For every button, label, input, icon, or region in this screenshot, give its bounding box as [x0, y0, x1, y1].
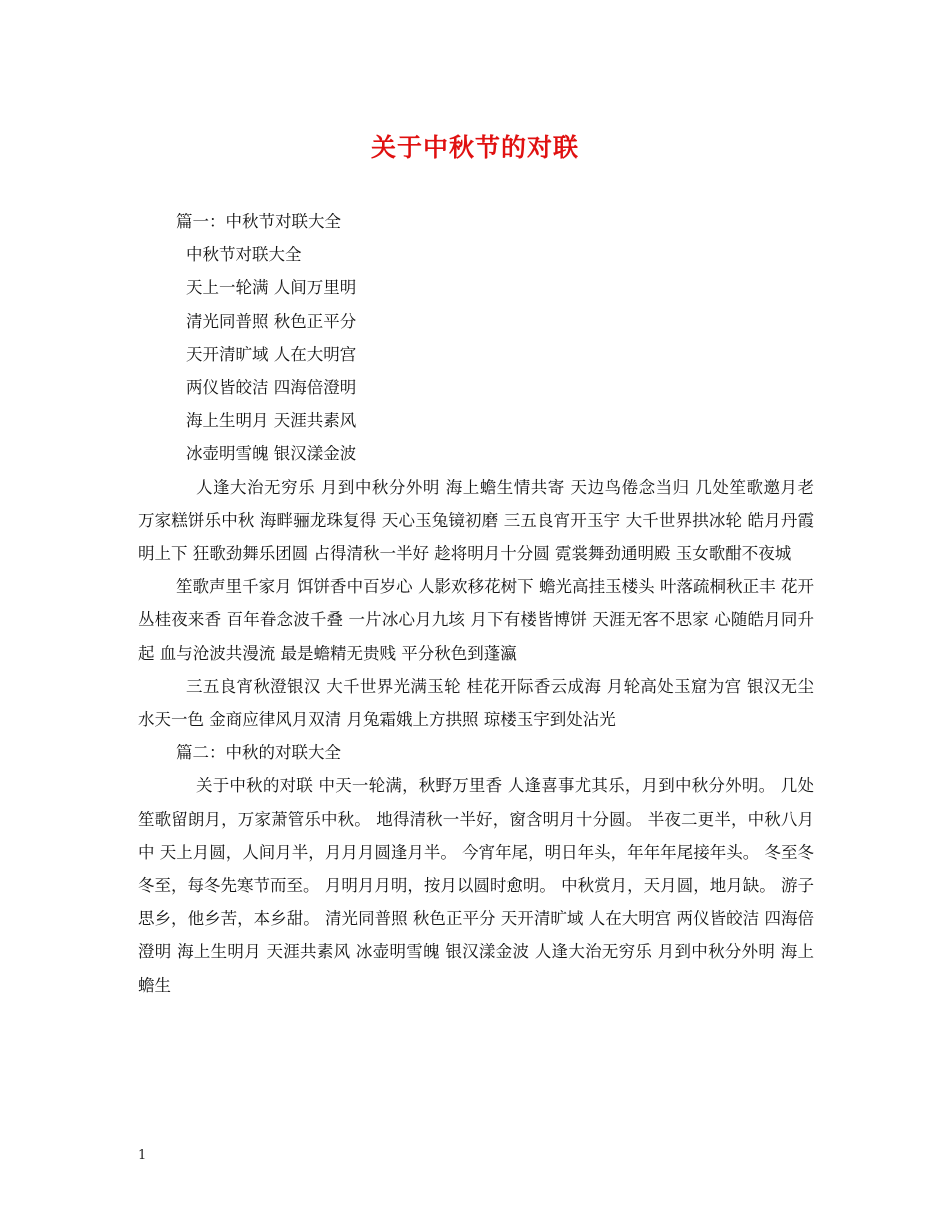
document-title: 关于中秋节的对联 [370, 133, 579, 162]
section-heading-1: 篇一：中秋节对联大全 [176, 212, 341, 231]
section-heading-2: 篇二：中秋的对联大全 [176, 743, 341, 763]
section-subheading-1: 中秋节对联大全 [186, 245, 302, 265]
page-number: 1 [138, 1148, 147, 1163]
couplet-line: 天上一轮满 人间万里明 [186, 278, 357, 298]
couplet-line: 冰壶明雪魄 银汉漾金波 [186, 444, 357, 464]
document-body [138, 205, 814, 1002]
couplet-line: 两仪皆皎洁 四海倍澄明 [186, 377, 357, 397]
body-paragraph: 三五良宵秋澄银汉 大千世界光满玉轮 桂花开际香云成海 月轮高处玉窟为宫 银汉无尘水天一色 金商应律风月双清 月兔霜娥上方拱照 琼楼玉宇到处沾光 [138, 676, 814, 729]
body-paragraph: 人逢大治无穷乐 月到中秋分外明 海上蟾生情共寄 天边鸟倦念当归 几处笙歌邀月老 万家糕饼乐中秋 海畔骊龙珠复得 天心玉兔镜初磨 三五良宵开玉宇 大千世界拱冰轮 皓月丹霞明上下 狂歌劲舞乐团圆 占得清秋一半好 趁将明月十分圆 霓裳舞劲通明殿 玉女歌酣不夜城 [138, 477, 814, 563]
body-paragraph: 关于中秋的对联 中天一轮满，秋野万里香 人逢喜事尤其乐，月到中秋分外明。 几处笙歌留朗月，万家萧管乐中秋。 地得清秋一半好，窗含明月十分圆。 半夜二更半，中秋八月中 天上月圆，人间月半，月月月圆逢月半。 今宵年尾，明日年头，年年年尾接年头。 冬至冬冬至，每冬先寒节而至。 月明月月明，按月以圆时愈明。 中秋赏月，天月圆，地月缺。 游子思乡，他乡苦，本乡甜。 清光同普照 秋色正平分 天开清旷域 人在大明宫 两仪皆皎洁 四海倍澄明 海上生明月 天涯共素风 冰壶明雪魄 银汉漾金波 人逢大治无穷乐 月到中秋分外明 海上蟾生 [138, 776, 814, 995]
couplet-line: 海上生明月 天涯共素风 [186, 411, 357, 431]
couplet-line: 天开清旷域 人在大明宫 [186, 344, 357, 364]
couplet-line: 清光同普照 秋色正平分 [186, 311, 357, 331]
body-paragraph: 笙歌声里千家月 饵饼香中百岁心 人影欢移花树下 蟾光高挂玉楼头 叶落疏桐秋正丰 花开丛桂夜来香 百年眷念波千叠 一片冰心月九垓 月下有楼皆博饼 天涯无客不思家 心随皓月同升起 血与沧波共漫流 最是蟾精无贵贱 平分秋色到蓬瀛 [138, 577, 814, 663]
